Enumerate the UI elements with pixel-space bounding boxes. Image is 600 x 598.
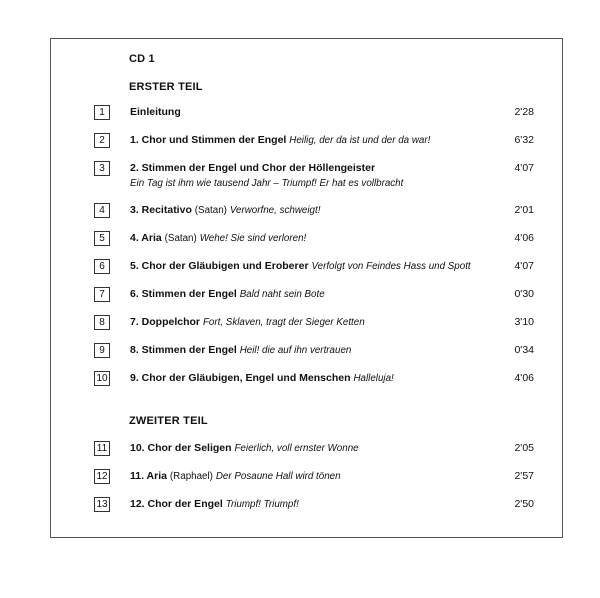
track-title: 3. Recitativo <box>130 204 192 216</box>
track-duration: 3'10 <box>514 316 534 328</box>
track-text: Triumpf! Triumpf! <box>225 499 299 510</box>
track-number: 13 <box>94 497 110 512</box>
track-duration: 2'57 <box>514 470 534 482</box>
track-subtitle: Ein Tag ist ihm wie tausend Jahr – Triumpf! Er hat es vollbracht <box>130 178 404 189</box>
track-voice: (Raphael) <box>169 471 213 482</box>
track-text: Verworfne, schweigt! <box>229 205 321 216</box>
track-row-8 <box>94 315 534 333</box>
track-duration: 0'34 <box>514 344 534 356</box>
track-number: 6 <box>94 259 110 274</box>
track-text: Bald naht sein Bote <box>239 289 325 300</box>
track-number: 10 <box>94 371 110 386</box>
track-title: 6. Stimmen der Engel <box>130 288 237 300</box>
track-title: 9. Chor der Gläubigen, Engel und Menschen <box>130 372 351 384</box>
track-number: 4 <box>94 203 110 218</box>
track-text: Der Posaune Hall wird tönen <box>215 471 341 482</box>
cd-label: CD 1 <box>129 53 155 65</box>
track-number: 11 <box>94 441 110 456</box>
track-duration: 4'07 <box>514 162 534 174</box>
track-row-5 <box>94 231 534 249</box>
track-row-3 <box>94 161 534 189</box>
track-row-4 <box>94 203 534 221</box>
track-duration: 0'30 <box>514 288 534 300</box>
track-duration: 4'06 <box>514 372 534 384</box>
track-row-13 <box>94 497 534 515</box>
track-title: Einleitung <box>130 106 181 118</box>
track-number: 8 <box>94 315 110 330</box>
track-duration: 2'01 <box>514 204 534 216</box>
track-title: 2. Stimmen der Engel und Chor der Höllengeister <box>130 162 376 174</box>
track-row-7 <box>94 287 534 305</box>
track-row-6 <box>94 259 534 277</box>
track-title: 8. Stimmen der Engel <box>130 344 237 356</box>
track-duration: 2'05 <box>514 442 534 454</box>
track-duration: 2'50 <box>514 498 534 510</box>
track-title: 5. Chor der Gläubigen und Eroberer <box>130 260 309 272</box>
track-number: 3 <box>94 161 110 176</box>
track-voice: (Satan) <box>164 233 197 244</box>
track-title: 11. Aria <box>130 470 167 482</box>
section-heading-part-2: ZWEITER TEIL <box>129 415 208 427</box>
section-heading-part-1: ERSTER TEIL <box>129 81 203 93</box>
track-text: Halleluja! <box>353 373 394 384</box>
track-duration: 4'06 <box>514 232 534 244</box>
track-text: Verfolgt von Feindes Hass und Spott <box>311 261 471 272</box>
track-duration: 2'28 <box>514 106 534 118</box>
track-row-2 <box>94 133 534 151</box>
track-row-10 <box>94 371 534 389</box>
track-row-9 <box>94 343 534 361</box>
track-text: Heil! die auf ihn vertrauen <box>239 345 352 356</box>
track-duration: 4'07 <box>514 260 534 272</box>
track-row-1 <box>94 105 534 123</box>
track-number: 2 <box>94 133 110 148</box>
track-number: 5 <box>94 231 110 246</box>
track-number: 9 <box>94 343 110 358</box>
track-row-12 <box>94 469 534 487</box>
track-voice: (Satan) <box>194 205 227 216</box>
track-number: 1 <box>94 105 110 120</box>
track-title: 7. Doppelchor <box>130 316 201 328</box>
track-duration: 6'32 <box>514 134 534 146</box>
track-text: Feierlich, voll ernster Wonne <box>234 443 359 454</box>
track-row-11 <box>94 441 534 459</box>
track-number: 7 <box>94 287 110 302</box>
track-text: Heilig, der da ist und der da war! <box>289 135 431 146</box>
track-title: 12. Chor der Engel <box>130 498 223 510</box>
track-title: 4. Aria <box>130 232 162 244</box>
track-text: Fort, Sklaven, tragt der Sieger Ketten <box>202 317 365 328</box>
track-text: Wehe! Sie sind verloren! <box>199 233 307 244</box>
track-number: 12 <box>94 469 110 484</box>
track-title: 10. Chor der Seligen <box>130 442 232 454</box>
track-title: 1. Chor und Stimmen der Engel <box>130 134 287 146</box>
